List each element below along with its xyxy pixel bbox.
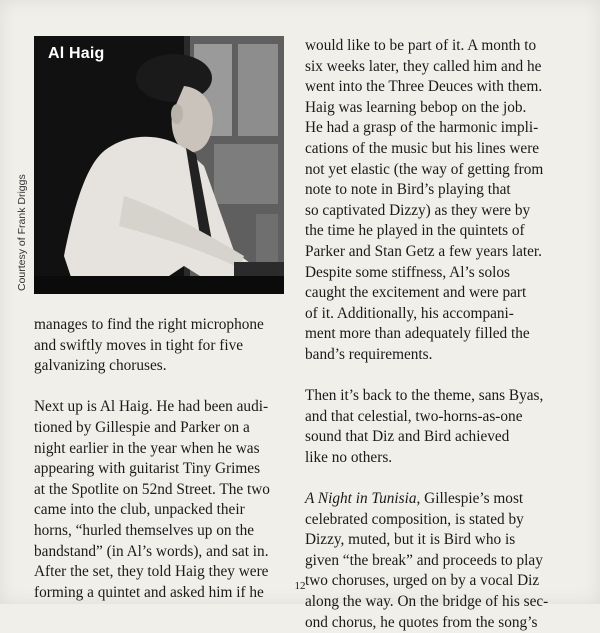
text-line: would like to be part of it. A month to bbox=[305, 37, 537, 54]
text-line: caught the excitement and were part bbox=[305, 284, 527, 302]
text-line: of it. Additionally, his accompani- bbox=[305, 304, 514, 322]
paragraph bbox=[305, 386, 551, 468]
text-fragment: , Gillespie’s most bbox=[416, 490, 524, 508]
text-line: appearing with guitarist Tiny Grimes bbox=[34, 460, 261, 478]
paragraph bbox=[34, 397, 286, 603]
text-line: came into the club, unpacked their bbox=[34, 501, 245, 519]
text-line: not yet elastic (the way of getting from bbox=[305, 160, 544, 178]
text-line: and swiftly moves in tight for five bbox=[34, 336, 244, 354]
paragraph bbox=[305, 489, 551, 633]
composition-title: A Night in Tunisia bbox=[305, 490, 417, 508]
text-line: like no others. bbox=[305, 448, 393, 466]
text-line: galvanizing choruses. bbox=[34, 357, 167, 375]
page-number: 12 bbox=[294, 580, 306, 592]
text-line: note to note in Bird’s playing that bbox=[305, 181, 511, 199]
photo-credit bbox=[14, 174, 30, 294]
text-line: Dizzy, muted, but it is Bird who is bbox=[305, 531, 516, 549]
text-line: ment more than adequately filled the bbox=[305, 325, 530, 343]
photo-credit-text: Courtesy of Frank Driggs bbox=[16, 174, 28, 291]
text-line: at the Spotlite on 52nd Street. The two bbox=[34, 480, 270, 498]
text-line: the time he played in the quintets of bbox=[305, 222, 525, 240]
text-line: along the way. On the bridge of his sec- bbox=[305, 593, 549, 611]
left-column bbox=[34, 315, 286, 603]
text-line: six weeks later, they called him and he bbox=[305, 57, 542, 75]
text-line: Despite some stiffness, Al’s solos bbox=[305, 263, 510, 281]
text-line: He had a grasp of the harmonic impli- bbox=[305, 119, 539, 137]
right-column bbox=[305, 36, 551, 633]
text-line: bandstand” (in Al’s words), and sat in. bbox=[34, 542, 269, 560]
text-line: celebrated composition, is stated by bbox=[305, 510, 524, 528]
photo-caption: Al Haig bbox=[48, 45, 105, 62]
al-haig-photo bbox=[34, 36, 284, 294]
text-line: After the set, they told Haig they were bbox=[34, 563, 269, 581]
text-line: band’s requirements. bbox=[305, 345, 433, 363]
text-line: Then it’s back to the theme, sans Byas, bbox=[305, 387, 544, 405]
text-line: Next up is Al Haig. He had been audi- bbox=[34, 398, 269, 416]
text-line: tioned by Gillespie and Parker on a bbox=[34, 418, 250, 436]
text-line: cations of the music but his lines were bbox=[305, 139, 540, 157]
text-line: night earlier in the year when he was bbox=[34, 439, 260, 457]
text-line: Haig was learning bebop on the job. bbox=[305, 98, 527, 116]
photo-image bbox=[34, 36, 284, 294]
paragraph bbox=[305, 36, 551, 366]
text-line: forming a quintet and asked him if he bbox=[34, 583, 264, 601]
text-line: manages to find the right microphone bbox=[34, 316, 264, 333]
text-line: and that celestial, two-horns-as-one bbox=[305, 407, 523, 425]
text-line: horns, “hurled themselves up on the bbox=[34, 521, 255, 539]
text-line: Parker and Stan Getz a few years later. bbox=[305, 242, 542, 260]
text-line: sound that Diz and Bird achieved bbox=[305, 428, 510, 446]
paragraph bbox=[34, 315, 286, 377]
text-line: two choruses, urged on by a vocal Diz bbox=[305, 572, 540, 590]
text-line bbox=[305, 489, 551, 510]
text-line: so captivated Dizzy) as they were by bbox=[305, 201, 531, 219]
text-line: given “the break” and proceeds to play bbox=[305, 551, 543, 569]
text-line: ond chorus, he quotes from the song’s bbox=[305, 613, 538, 631]
text-line: went into the Three Deuces with them. bbox=[305, 78, 543, 96]
